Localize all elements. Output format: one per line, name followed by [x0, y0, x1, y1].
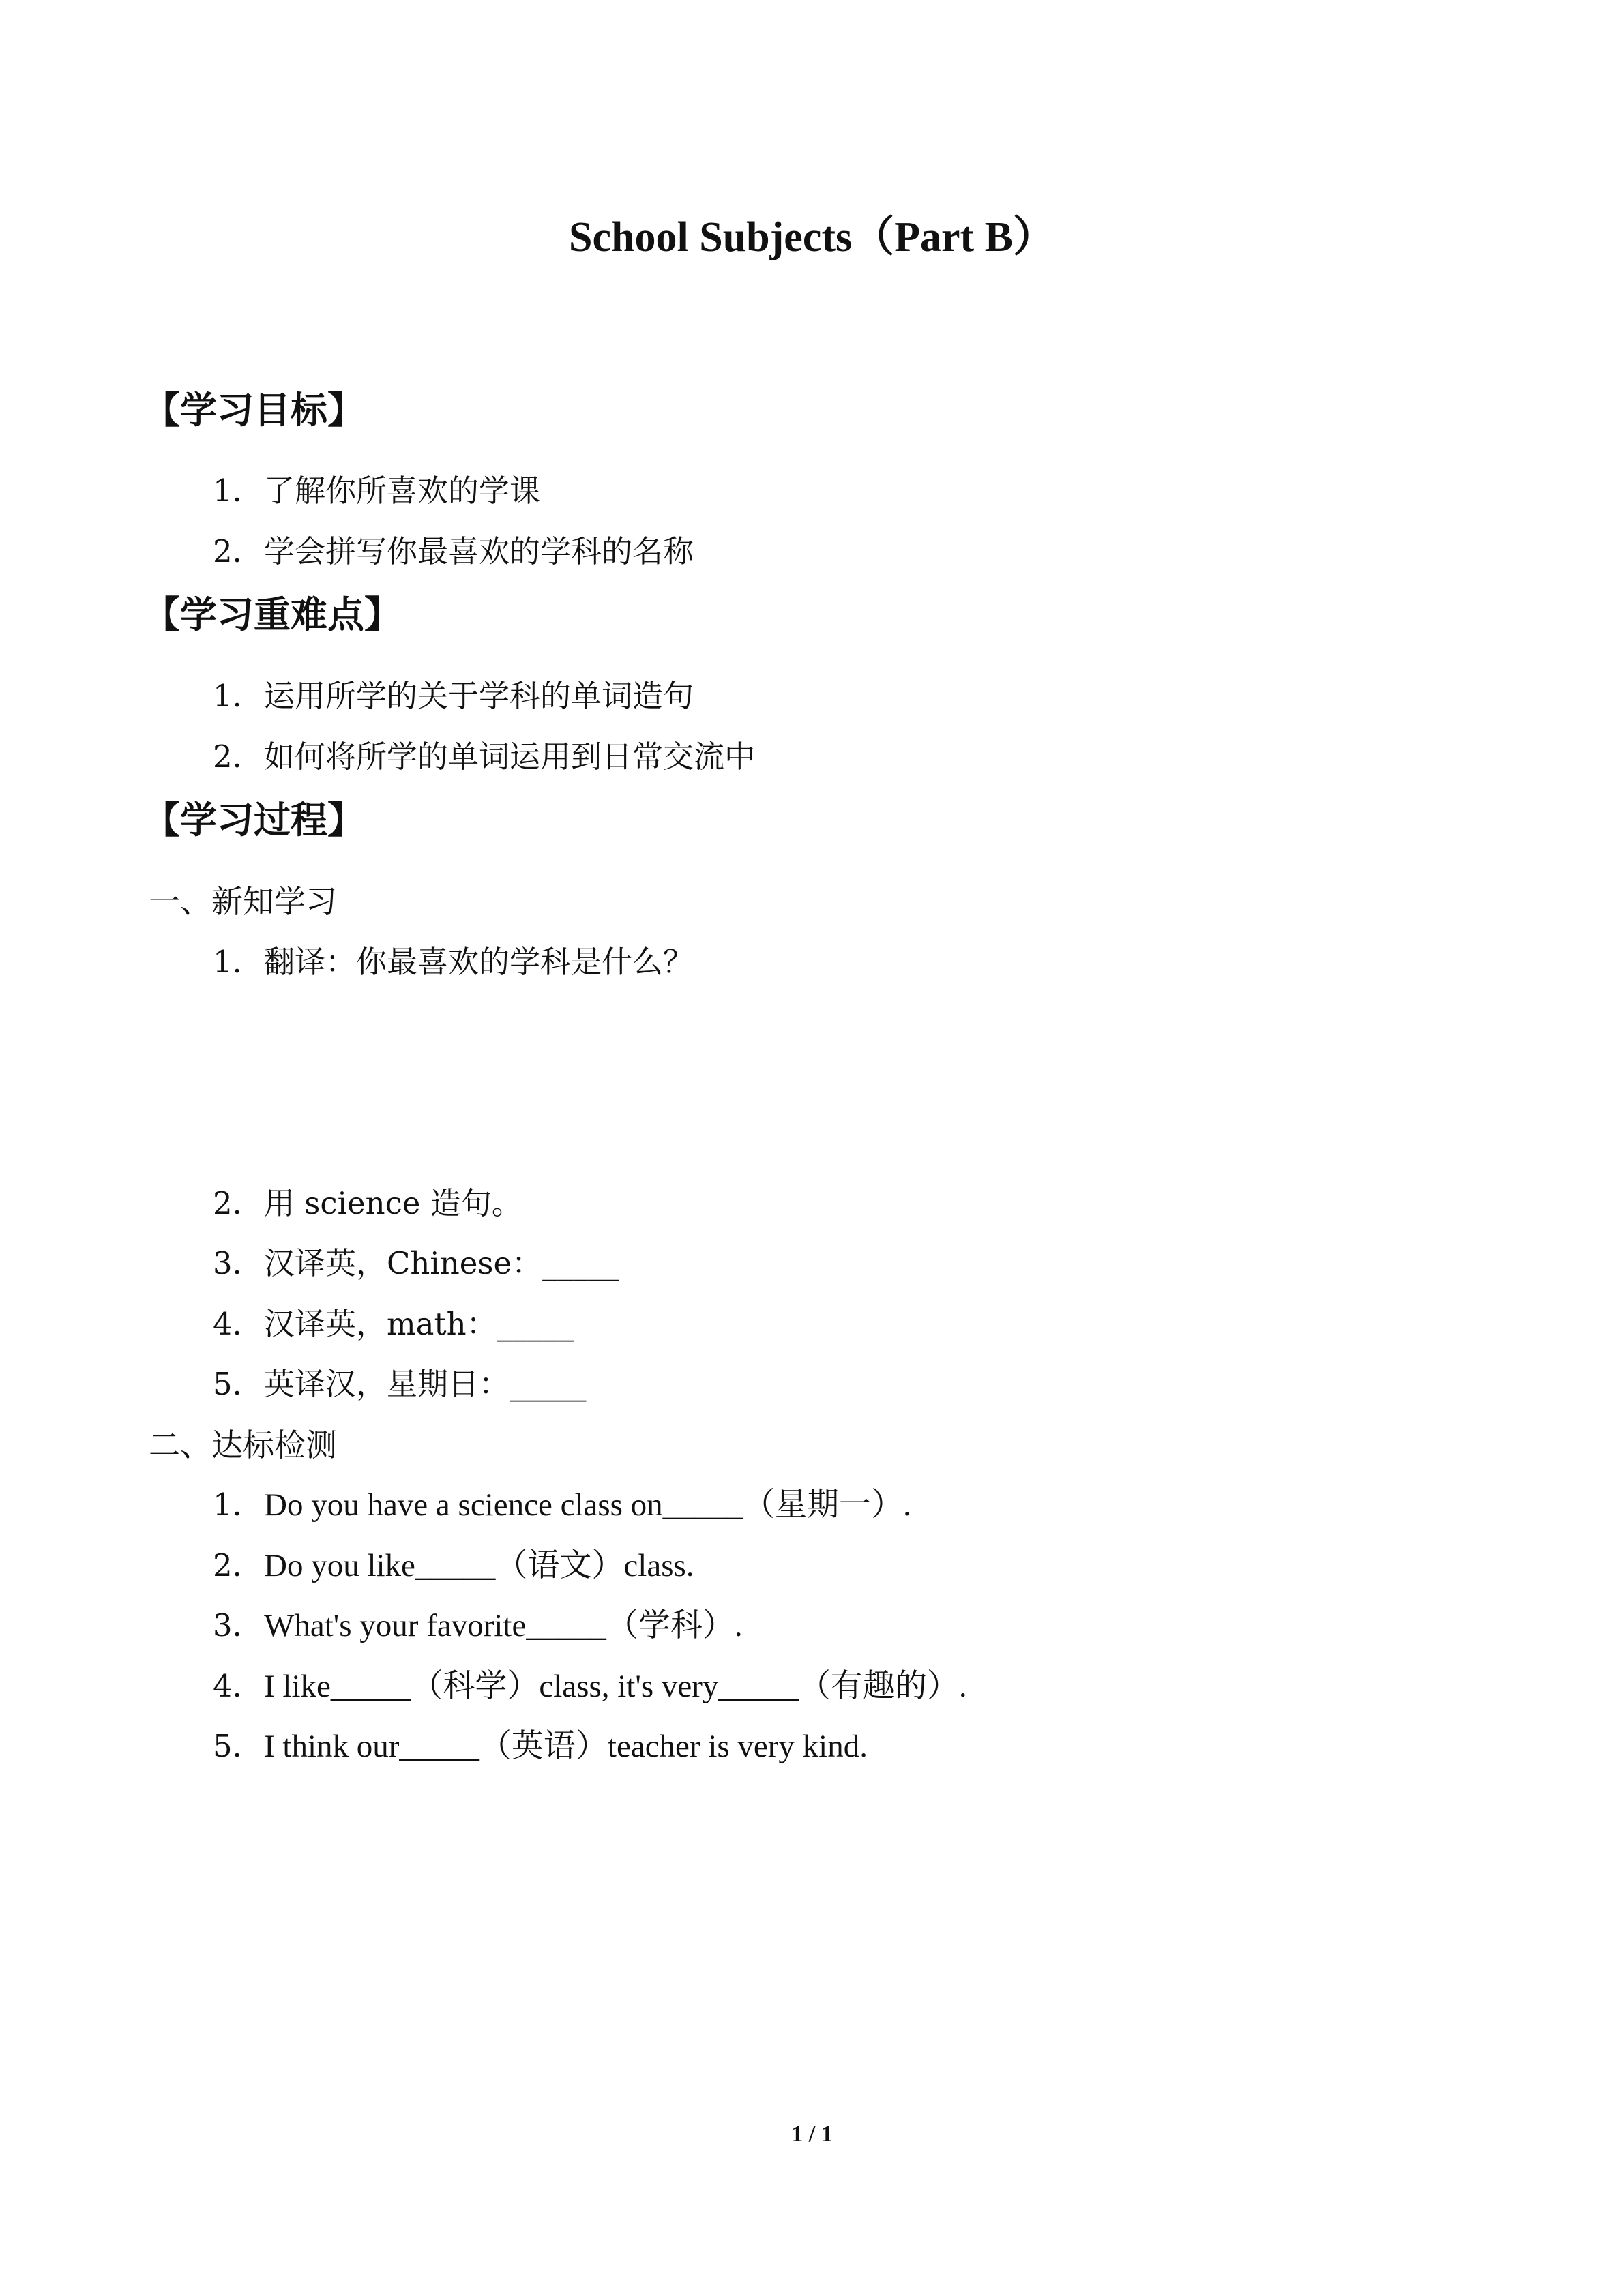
item-number: 1．: [213, 473, 263, 509]
item-text: 运用所学的关于学科的单词造句: [264, 678, 694, 714]
section-heading-process: 【学习过程】: [143, 799, 364, 841]
item-number: 2．: [213, 1547, 263, 1583]
item-text: Do you have a science class on_____（星期一）.: [264, 1487, 911, 1523]
item-number: 1．: [213, 944, 263, 980]
item-number: 4．: [213, 1306, 263, 1342]
objective-item: [213, 531, 694, 572]
item-text: 翻译：你最喜欢的学科是什么？: [264, 944, 694, 980]
test-item: [213, 1605, 743, 1646]
item-text: 学会拼写你最喜欢的学科的名称: [264, 533, 694, 569]
test-item: [213, 1666, 967, 1707]
exercise-item: [213, 1243, 619, 1284]
item-number: 2．: [213, 533, 263, 569]
item-text: Do you like_____（语文）class.: [264, 1548, 694, 1583]
item-number: 1．: [213, 1487, 263, 1523]
objective-item: [213, 471, 540, 511]
item-number: 3．: [213, 1245, 263, 1281]
item-number: 3．: [213, 1607, 263, 1643]
part-heading-assessment: 二、达标检测: [149, 1427, 337, 1463]
item-text: I think our_____（英语）teacher is very kind.: [264, 1729, 868, 1764]
exercise-item: [213, 1304, 574, 1345]
item-text: 了解你所喜欢的学课: [264, 473, 541, 509]
key-point-item: [213, 736, 755, 777]
item-number: 1．: [213, 678, 263, 714]
item-text: 如何将所学的单词运用到日常交流中: [264, 739, 756, 775]
page-number: 1 / 1: [791, 2121, 833, 2147]
key-point-item: [213, 676, 694, 717]
section-heading-key-points: 【学习重难点】: [143, 593, 401, 636]
item-number: 5．: [213, 1366, 263, 1402]
part-heading-new-knowledge: 一、新知学习: [149, 883, 337, 920]
page-title: School Subjects（Part B）: [569, 214, 1055, 260]
test-item: [213, 1485, 911, 1525]
test-item: [213, 1726, 868, 1767]
item-text: 汉译英，math：_____: [264, 1306, 574, 1342]
item-text: 用 science 造句。: [264, 1185, 522, 1221]
section-heading-objectives: 【学习目标】: [143, 389, 364, 432]
exercise-item: [213, 1364, 587, 1405]
exercise-item: [213, 1183, 522, 1224]
test-item: [213, 1545, 694, 1586]
exercise-item: [213, 942, 694, 983]
item-text: 英译汉，星期日：_____: [264, 1366, 587, 1402]
item-number: 4．: [213, 1668, 263, 1704]
item-text: I like_____（科学）class, it's very_____（有趣的）.: [264, 1669, 967, 1704]
item-number: 2．: [213, 1185, 263, 1221]
item-number: 2．: [213, 739, 263, 775]
item-number: 5．: [213, 1728, 263, 1764]
item-text: What's your favorite_____（学科）.: [264, 1608, 743, 1643]
item-text: 汉译英，Chinese：_____: [264, 1245, 619, 1281]
